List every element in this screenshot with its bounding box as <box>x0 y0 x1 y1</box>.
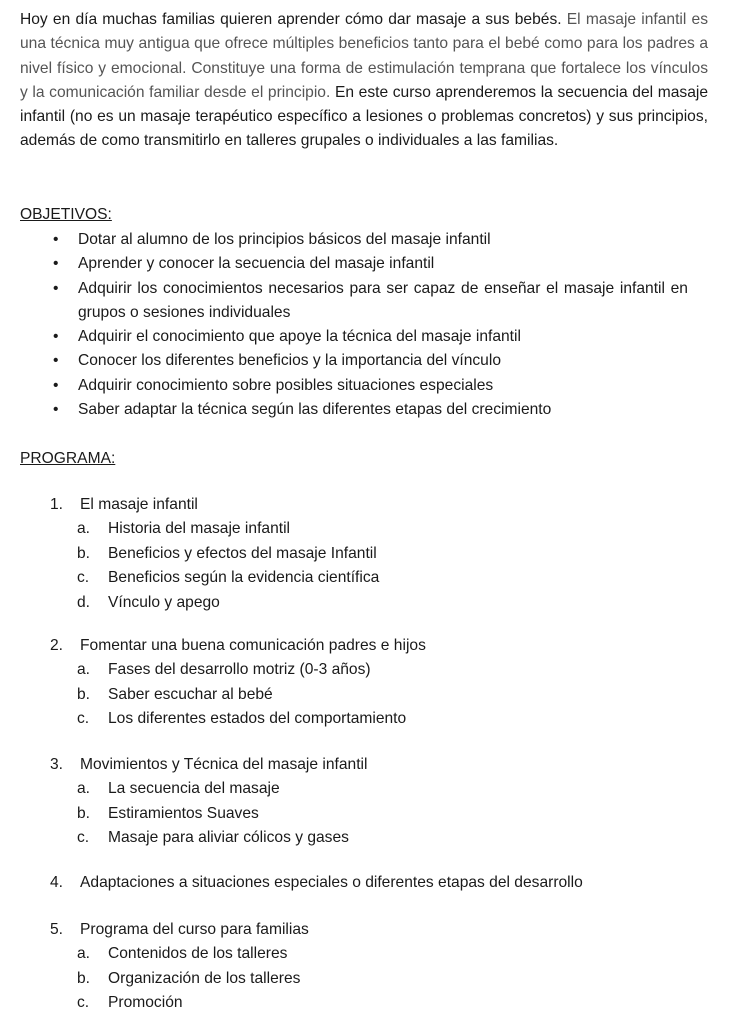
subsection-item <box>0 777 737 802</box>
bullet-icon: • <box>53 279 59 297</box>
section-number: 4. <box>50 874 64 891</box>
bullet-icon: • <box>53 231 59 248</box>
subsection-list <box>0 777 737 851</box>
subsection-text: Los diferentes estados del comportamiento <box>108 710 407 727</box>
subsection-list <box>0 658 737 732</box>
subsection-letter: b. <box>77 804 91 822</box>
section-number: 5. <box>50 921 64 938</box>
bullet-icon: • <box>53 328 59 346</box>
subsection-item <box>0 991 737 1016</box>
programa-section-1 <box>0 493 737 615</box>
subsection-item <box>0 591 737 616</box>
subsection-item <box>0 826 737 851</box>
subsection-list <box>0 517 737 615</box>
subsection-letter: a. <box>77 780 91 797</box>
subsection-item <box>0 707 737 732</box>
subsection-text: Promoción <box>108 994 183 1011</box>
bullet-icon: • <box>53 376 59 394</box>
subsection-letter: c. <box>77 994 90 1011</box>
objetivo-text: Aprender y conocer la secuencia del masaje infantil <box>78 255 435 273</box>
objetivos-list <box>0 228 737 422</box>
objetivo-item <box>0 252 688 276</box>
objetivo-text: Saber adaptar la técnica según las diferentes etapas del crecimiento <box>78 401 552 419</box>
section-title-row <box>0 871 737 895</box>
section-title-row <box>0 753 737 777</box>
objetivos-heading: OBJETIVOS: <box>20 206 112 223</box>
objetivo-text: Dotar al alumno de los principios básicos del masaje infantil <box>78 231 491 248</box>
subsection-text: Masaje para aliviar cólicos y gases <box>108 829 349 846</box>
programa-section-2 <box>0 634 737 732</box>
subsection-text: Beneficios según la evidencia científica <box>108 569 380 586</box>
objetivo-text: Adquirir conocimiento sobre posibles situaciones especiales <box>78 376 494 394</box>
section-title: Programa del curso para familias <box>80 921 309 938</box>
section-title: El masaje infantil <box>80 496 198 513</box>
subsection-item <box>0 967 737 992</box>
intro-part-2: El masaje infantil es una técnica muy antigua que ofrece múltiples beneficios tanto para el bebé como para los padres a nivel físico y emocional. Constituye una forma de estimulación temprana que fortalece los vínculos y la comunicación familiar desde el principio. <box>20 11 708 101</box>
bullet-icon: • <box>53 352 59 370</box>
subsection-letter: a. <box>77 661 91 678</box>
subsection-text: Contenidos de los talleres <box>108 945 288 962</box>
objetivo-text: Adquirir el conocimiento que apoye la técnica del masaje infantil <box>78 328 521 346</box>
subsection-letter: b. <box>77 544 91 562</box>
subsection-letter: d. <box>77 593 91 611</box>
section-title: Fomentar una buena comunicación padres e hijos <box>80 637 426 654</box>
objetivo-item <box>0 349 688 373</box>
subsection-letter: b. <box>77 685 91 703</box>
programa-section-5 <box>0 918 737 1016</box>
bullet-icon: • <box>53 255 59 273</box>
subsection-letter: a. <box>77 945 91 962</box>
section-title-row <box>0 493 737 517</box>
programa-section-4 <box>0 871 737 895</box>
subsection-text: Vínculo y apego <box>108 593 220 611</box>
subsection-letter: c. <box>77 710 90 727</box>
section-number: 1. <box>50 496 64 513</box>
section-number: 3. <box>50 756 64 773</box>
subsection-text: Organización de los talleres <box>108 969 301 987</box>
objetivo-item <box>0 325 688 349</box>
section-title-row <box>0 634 737 658</box>
subsection-item <box>0 517 737 542</box>
section-title-row <box>0 918 737 942</box>
subsection-letter: c. <box>77 829 90 846</box>
intro-paragraph <box>20 8 708 154</box>
section-title: Adaptaciones a situaciones especiales o diferentes etapas del desarrollo <box>80 874 583 891</box>
section-number: 2. <box>50 637 64 654</box>
objetivo-item <box>0 374 688 398</box>
subsection-letter: a. <box>77 520 91 537</box>
objetivo-text: Conocer los diferentes beneficios y la importancia del vínculo <box>78 352 501 370</box>
bullet-icon: • <box>53 401 59 419</box>
subsection-letter: c. <box>77 569 90 586</box>
objetivo-item <box>0 398 688 422</box>
intro-part-3: En este curso aprenderemos la secuencia del masaje infantil (no es un masaje terapéutico específico a lesiones o problemas concretos) y sus principios, además de como transmitirlo en talleres grupales o individuales a las familias. <box>20 83 708 150</box>
subsection-text: Beneficios y efectos del masaje Infantil <box>108 544 377 562</box>
subsection-item <box>0 658 737 683</box>
objetivo-item <box>0 277 688 326</box>
programa-section-3 <box>0 753 737 851</box>
subsection-text: La secuencia del masaje <box>108 780 280 797</box>
subsection-text: Estiramientos Suaves <box>108 804 259 822</box>
subsection-item <box>0 802 737 827</box>
subsection-text: Saber escuchar al bebé <box>108 685 273 703</box>
subsection-letter: b. <box>77 969 91 987</box>
objetivo-item <box>0 228 688 252</box>
subsection-item <box>0 683 737 708</box>
intro-part-1: Hoy en día muchas familias quieren aprender cómo dar masaje a sus bebés. <box>20 11 562 28</box>
section-title: Movimientos y Técnica del masaje infantil <box>80 756 368 773</box>
subsection-text: Historia del masaje infantil <box>108 520 291 537</box>
objetivo-text: Adquirir los conocimientos necesarios para ser capaz de enseñar el masaje infantil en grupos o sesiones individuales <box>78 279 688 321</box>
subsection-item <box>0 942 737 967</box>
subsection-list <box>0 942 737 1016</box>
subsection-item <box>0 566 737 591</box>
subsection-item <box>0 542 737 567</box>
subsection-text: Fases del desarrollo motriz (0-3 años) <box>108 661 371 678</box>
programa-heading: PROGRAMA: <box>20 450 116 467</box>
